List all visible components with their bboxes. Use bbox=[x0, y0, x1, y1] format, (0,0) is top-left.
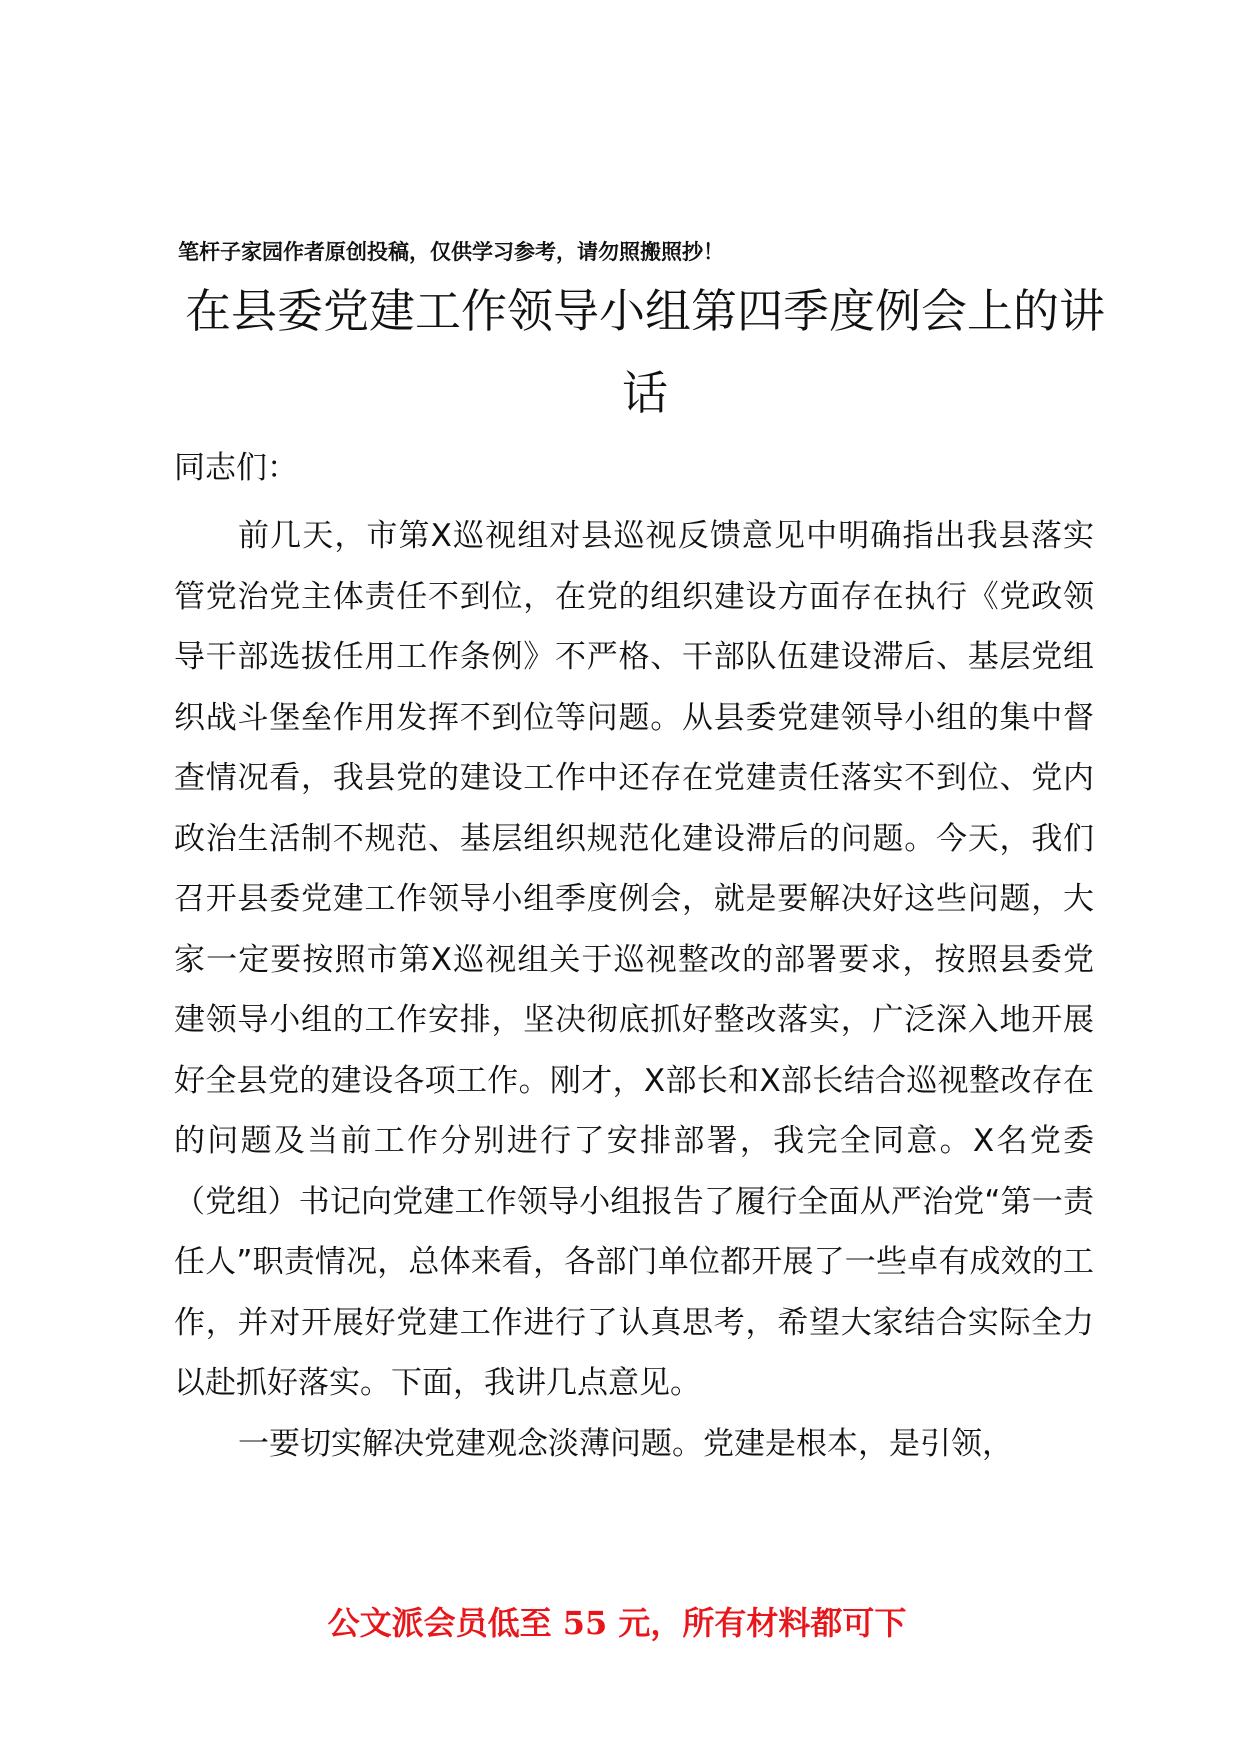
copyright-notice: 笔杆子家园作者原创投稿，仅供学习参考，请勿照搬照抄！ bbox=[178, 239, 724, 264]
footer-advertisement: 公文派会员低至 55 元，所有材料都可下 bbox=[327, 1604, 907, 1642]
document-title: 在县委党建工作领导小组第四季度例会上的讲话 bbox=[185, 284, 1105, 420]
body-paragraph: 前几天，市第X巡视组对县巡视反馈意见中明确指出我县落实管党治党主体责任不到位，在党的组织建设方面存在执行《党政领导干部选拔任用工作条例》不严格、干部队伍建设滞后、基层党组织战斗堡垒作用发挥不到位等问题。从县委党建领导小组的集中督查情况看，我县党的建设工作中还存在党建责任落实不到位、党内政治生活制不规范、基层组织规范化建设滞后的问题。今天，我们召开县委党建工作领导小组季度例会，就是要解决好这些问题，大家一定要按照市第X巡视组关于巡视整改的部署要求，按照县委党建领导小组的工作安排，坚决彻底抓好整改落实，广泛深入地开展好全县党的建设各项工作。刚才，X部长和X部长结合巡视整改存在的问题及当前工作分别进行了安排部署，我完全同意。X名党委（党组）书记向党建工作领导小组报告了履行全面从严治党“第一责任人”职责情况，总体来看，各部门单位都开展了一些卓有成效的工作，并对开展好党建工作进行了认真思考，希望大家结合实际全力以赴抓好落实。下面，我讲几点意见。 bbox=[174, 518, 1094, 1401]
document-body bbox=[174, 506, 1094, 1474]
salutation: 同志们： bbox=[174, 450, 298, 486]
body-paragraph: 一要切实解决党建观念淡薄问题。党建是根本，是引领， bbox=[238, 1425, 1013, 1462]
